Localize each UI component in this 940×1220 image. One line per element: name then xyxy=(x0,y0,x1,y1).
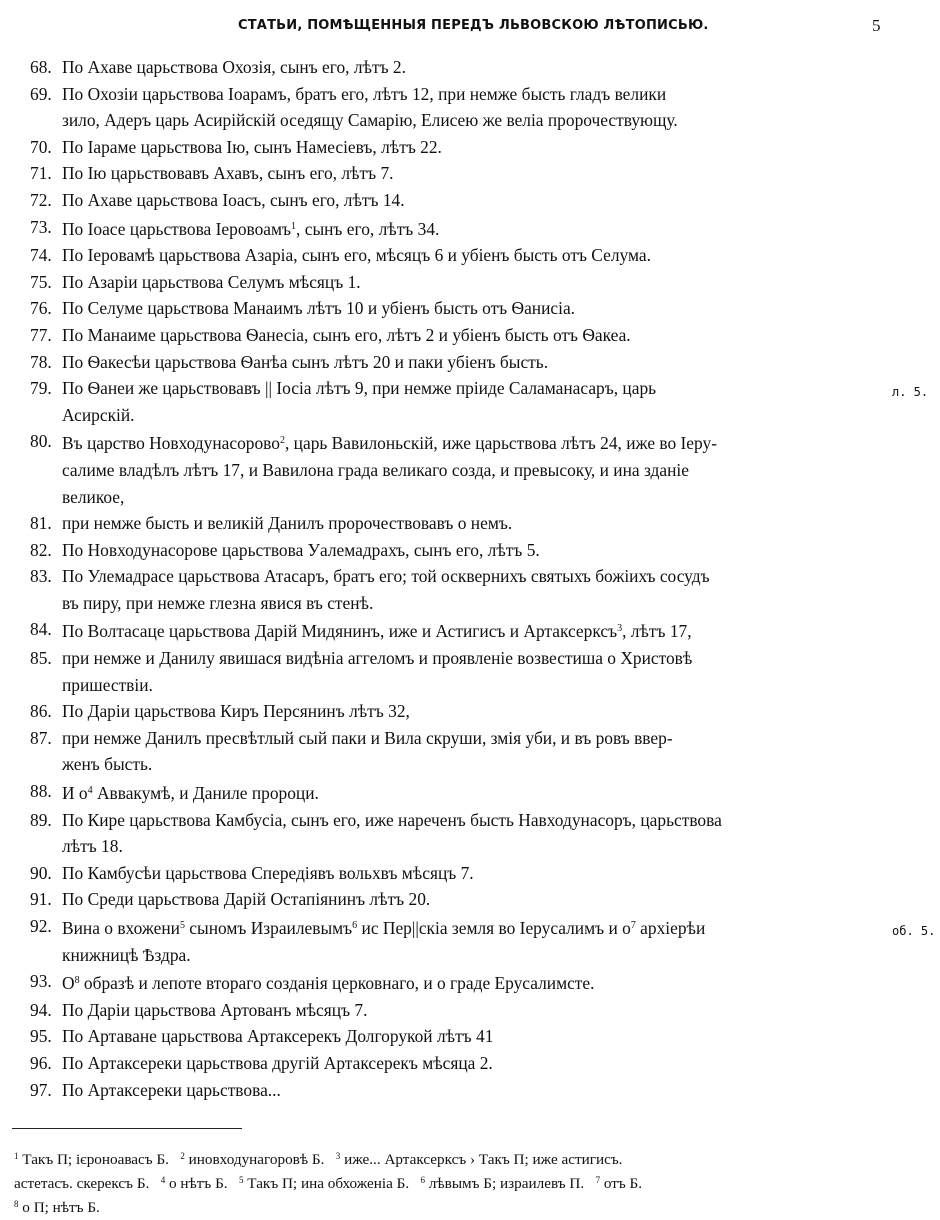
entry-text: архіерѣи xyxy=(635,918,706,938)
footnote-text: о нѣтъ Б. xyxy=(169,1175,228,1192)
entry-number: 76. xyxy=(30,298,52,319)
footnote-text: Такъ П; ієроноавасъ Б. xyxy=(22,1151,169,1168)
entry-continuation: женъ бысть. xyxy=(62,754,153,775)
entry-text: , сынъ его, лѣтъ 34. xyxy=(296,218,440,239)
footnote-ref: 4 xyxy=(87,785,93,797)
footnote-marker: 4 xyxy=(160,1175,166,1185)
footnote-line-3 xyxy=(14,1194,914,1218)
entry-line xyxy=(62,645,880,672)
entry-number: 94. xyxy=(30,999,52,1020)
entry-number: 72. xyxy=(30,189,52,210)
entry xyxy=(0,913,880,968)
footnote-ref: 3 xyxy=(617,623,623,635)
entry-number: 97. xyxy=(30,1079,52,1100)
footnote-ref: 6 xyxy=(352,920,358,931)
entry-number: 70. xyxy=(30,136,52,157)
entry-line xyxy=(62,375,880,402)
entry-text: И о xyxy=(62,783,88,804)
footnote-ref: 2 xyxy=(279,435,285,447)
entry-line xyxy=(62,860,880,887)
entry-line xyxy=(62,616,880,645)
entry-number: 83. xyxy=(30,566,52,587)
footnote-line-2 xyxy=(14,1170,914,1194)
footnote-rule xyxy=(12,1128,242,1129)
margin-note-folio-5: л. 5. xyxy=(892,385,929,399)
entry-line xyxy=(62,1077,880,1104)
entry-line xyxy=(62,1050,880,1077)
entry xyxy=(0,778,880,807)
entry-text: при немже Данилъ пресвѣтлый сый паки и Вила скруши, змія уби, и въ ровъ ввер- xyxy=(62,727,673,748)
entry-number: 71. xyxy=(30,163,52,184)
entry-line xyxy=(62,295,880,322)
entry-text: образѣ и лепоте втораго созданія церковнаго, и о граде Ерусалимсте. xyxy=(79,973,595,994)
entry xyxy=(0,510,880,537)
entry-line xyxy=(62,725,880,752)
footnote-ref: 7 xyxy=(630,920,636,931)
page-number: 5 xyxy=(872,16,881,35)
footnotes xyxy=(14,1146,914,1218)
entry-line xyxy=(62,54,880,81)
header-title: СТАТЬИ, ПОМѢЩЕННЫЯ ПЕРЕДЪ ЛЬВОВСКОЮ ЛѢТОПИСЬЮ. xyxy=(238,18,709,33)
entry xyxy=(0,616,880,645)
entry-line xyxy=(62,214,880,243)
footnote-line-1 xyxy=(14,1146,914,1170)
entry-number: 92. xyxy=(30,916,52,936)
entry xyxy=(0,428,880,510)
entry-text: По Іоасе царьствова Іеровоамъ xyxy=(62,218,292,239)
entry xyxy=(0,322,880,349)
footnote-marker: 7 xyxy=(595,1175,601,1185)
footnote-text: иже... Артаксерксъ › Такъ П; иже астигисъ. xyxy=(344,1151,623,1168)
entry-line xyxy=(62,510,880,537)
entry-line xyxy=(62,428,880,457)
entry-number: 82. xyxy=(30,539,52,560)
entry xyxy=(0,1050,880,1077)
entry-text: По Селуме царьствова Манаимъ лѣтъ 10 и убіенъ бысть отъ Ѳанисіа. xyxy=(62,298,576,319)
entry-number: 74. xyxy=(30,245,52,266)
entry xyxy=(0,537,880,564)
entry-text: По Артаксереки царьствова... xyxy=(62,1079,281,1100)
entry xyxy=(0,134,880,161)
entry-text: По Артаксереки царьствова другій Артаксерекъ мѣсяца 2. xyxy=(62,1052,493,1073)
entry-line xyxy=(62,322,880,349)
entry-line xyxy=(62,997,880,1024)
entry xyxy=(0,269,880,296)
entry-text: По Ахаве царьствова Охозія, сынъ его, лѣтъ 2. xyxy=(62,57,406,77)
entry-continuation: зило, Адеръ царь Асирійскій оседящу Самарію, Елисею же веліа пророчествующу. xyxy=(62,110,678,131)
entry-text: О xyxy=(62,973,75,994)
entry xyxy=(0,698,880,725)
running-header xyxy=(0,18,940,42)
entry xyxy=(0,349,880,376)
entry-text: По Новходунасорове царьствова Уалемадрахъ, сынъ его, лѣтъ 5. xyxy=(62,539,540,560)
entry-line xyxy=(62,242,880,269)
entry-text: По Даріи царьствова Киръ Персянинъ лѣтъ 32, xyxy=(62,701,410,722)
entry-text: По Даріи царьствова Артованъ мѣсяцъ 7. xyxy=(62,999,368,1020)
entry-text: По Улемадрасе царьствова Атасаръ, братъ его; той осквернихъ святыхъ божіихъ сосудъ xyxy=(62,566,710,587)
entry xyxy=(0,645,880,698)
footnote-marker: 3 xyxy=(335,1151,341,1161)
entry-line xyxy=(62,537,880,564)
entry xyxy=(0,725,880,778)
entry-line xyxy=(62,563,880,590)
footnote-ref: 8 xyxy=(74,975,80,987)
entry-text: Вина о вхожени xyxy=(62,918,180,938)
entry-number: 78. xyxy=(30,351,52,372)
entry-text: По Артаване царьствова Артаксерекъ Долгорукой лѣтъ 41 xyxy=(62,1026,494,1047)
entry-number: 79. xyxy=(30,378,52,399)
entry xyxy=(0,886,880,913)
entry-text: По Среди царьствова Дарій Остапіянинъ лѣтъ 20. xyxy=(62,889,431,910)
entry-number: 81. xyxy=(30,513,52,534)
entry-text: Въ царство Новходунасорово xyxy=(62,433,280,454)
entry-number: 68. xyxy=(30,57,52,77)
entry-line xyxy=(62,187,880,214)
footnote-text: о П; нѣтъ Б. xyxy=(22,1199,100,1216)
entry-number: 91. xyxy=(30,889,52,910)
entry-continuation: салиме владѣлъ лѣтъ 17, и Вавилона града великаго созда, и превысоку, и ина зданіе xyxy=(62,459,689,480)
entry-line xyxy=(62,913,880,942)
entry-number: 84. xyxy=(30,619,52,640)
footnote-text: лѣвымъ Б; израилевъ П. xyxy=(428,1175,585,1192)
entry-number: 88. xyxy=(30,781,52,802)
footnote-marker: 6 xyxy=(420,1175,426,1185)
entry-continuation: пришествіи. xyxy=(62,674,153,695)
entry-number: 93. xyxy=(30,971,52,992)
footnote-text: астетасъ. скерексъ Б. xyxy=(14,1175,150,1192)
entry-text: , царь Вавилоньскій, иже царьствова лѣтъ 24, иже во Іеру- xyxy=(284,433,717,454)
entry-text: , лѣтъ 17, xyxy=(622,621,692,642)
entry-line xyxy=(62,160,880,187)
entry xyxy=(0,187,880,214)
entry-line xyxy=(62,778,880,807)
entry xyxy=(0,1023,880,1050)
entry-text: По Ахаве царьствова Іоасъ, сынъ его, лѣтъ 14. xyxy=(62,189,405,210)
footnote-text: иновходунагоровѣ Б. xyxy=(188,1151,325,1168)
entry-text: По Волтасаце царьствова Дарій Мидянинъ, иже и Астигисъ и Артаксерксъ xyxy=(62,621,618,642)
footnote-marker: 2 xyxy=(180,1151,185,1161)
entry-number: 95. xyxy=(30,1026,52,1047)
entry-text: ис Пер||скіа земля во Іерусалимъ и о xyxy=(357,918,631,938)
entry-continuation: Асирскій. xyxy=(62,404,135,425)
entry-continuation: лѣтъ 18. xyxy=(62,836,123,857)
entry-text: По Охозіи царьствова Іоарамъ, братъ его, лѣтъ 12, при немже бысть гладъ велики xyxy=(62,83,667,104)
entry-line xyxy=(62,968,880,997)
entry xyxy=(0,968,880,997)
entry-line xyxy=(62,1023,880,1050)
entry-number: 75. xyxy=(30,271,52,292)
entry-number: 87. xyxy=(30,727,52,748)
entry-text: По Манаиме царьствова Ѳанесіа, сынъ его, лѣтъ 2 и убіенъ бысть отъ Ѳакеа. xyxy=(62,324,631,345)
entry xyxy=(0,860,880,887)
footnote-ref: 1 xyxy=(291,220,297,232)
entry xyxy=(0,214,880,243)
entry xyxy=(0,1077,880,1104)
footnote-ref: 5 xyxy=(179,920,185,931)
footnote-text: отъ Б. xyxy=(603,1175,643,1192)
footnote-marker: 1 xyxy=(14,1151,19,1161)
entry-continuation: великое, xyxy=(62,486,125,507)
entry-text: По Ѳакесѣи царьствова Ѳанѣа сынъ лѣтъ 20 и паки убіенъ бысть. xyxy=(62,351,549,372)
entry-number: 90. xyxy=(30,862,52,883)
entry-number: 80. xyxy=(30,431,52,452)
entry xyxy=(0,997,880,1024)
entry-text: По Ѳанеи же царьствовавъ || Іосіа лѣтъ 9, при немже пріиде Саламанасаръ, царь xyxy=(62,378,657,399)
entry-text: По Іеровамѣ царьствова Азаріа, сынъ его, мѣсяцъ 6 и убіенъ бысть отъ Селума. xyxy=(62,245,651,266)
footnote-marker: 5 xyxy=(239,1175,244,1185)
entry-number: 73. xyxy=(30,216,52,237)
entry-line xyxy=(62,269,880,296)
entry-text: По Іараме царьствова Ію, сынъ Намесіевъ, лѣтъ 22. xyxy=(62,136,442,157)
entry-text: По Камбусѣи царьствова Спередіявъ вольхвъ мѣсяцъ 7. xyxy=(62,862,474,883)
entry-line xyxy=(62,886,880,913)
entry-text: при немже и Данилу явишася видѣніа аггеломъ и проявленіе возвестиша о Христовѣ xyxy=(62,648,693,669)
entry-text: По Кире царьствова Камбусіа, сынъ его, иже нареченъ бысть Навходунасоръ, царьствова xyxy=(62,809,722,830)
margin-note-verso-5: об. 5. xyxy=(892,924,936,938)
entry-list xyxy=(0,54,940,1103)
entry xyxy=(0,54,880,81)
entry-number: 86. xyxy=(30,701,52,722)
entry-line xyxy=(62,807,880,834)
entry-number: 96. xyxy=(30,1052,52,1073)
entry-line xyxy=(62,698,880,725)
entry-number: 85. xyxy=(30,648,52,669)
entry xyxy=(0,295,880,322)
entry-text: Аввакумѣ, и Даниле пророци. xyxy=(92,783,319,804)
entry-continuation: въ пиру, при немже глезна явися въ стенѣ. xyxy=(62,592,374,613)
entry-number: 69. xyxy=(30,83,52,104)
entry xyxy=(0,242,880,269)
entry xyxy=(0,375,880,428)
entry-line xyxy=(62,134,880,161)
entry-text: По Азаріи царьствова Селумъ мѣсяцъ 1. xyxy=(62,271,361,292)
footnote-text: Такъ П; ина обхоженіа Б. xyxy=(247,1175,410,1192)
entry-number: 89. xyxy=(30,809,52,830)
entry-line xyxy=(62,81,880,108)
entry-text: По Ію царьствовавъ Ахавъ, сынъ его, лѣтъ 7. xyxy=(62,163,394,184)
entry xyxy=(0,807,880,860)
entry-number: 77. xyxy=(30,324,52,345)
entry-text: сыномъ Израилевымъ xyxy=(184,918,353,938)
entry xyxy=(0,563,880,616)
footnote-marker: 8 xyxy=(14,1199,19,1209)
entry-line xyxy=(62,349,880,376)
entry-text: при немже бысть и великій Данилъ пророчествовавъ о немъ. xyxy=(62,513,513,534)
entry xyxy=(0,160,880,187)
entry xyxy=(0,81,880,134)
entry-continuation: книжницѣ Ѣздра. xyxy=(62,944,191,965)
